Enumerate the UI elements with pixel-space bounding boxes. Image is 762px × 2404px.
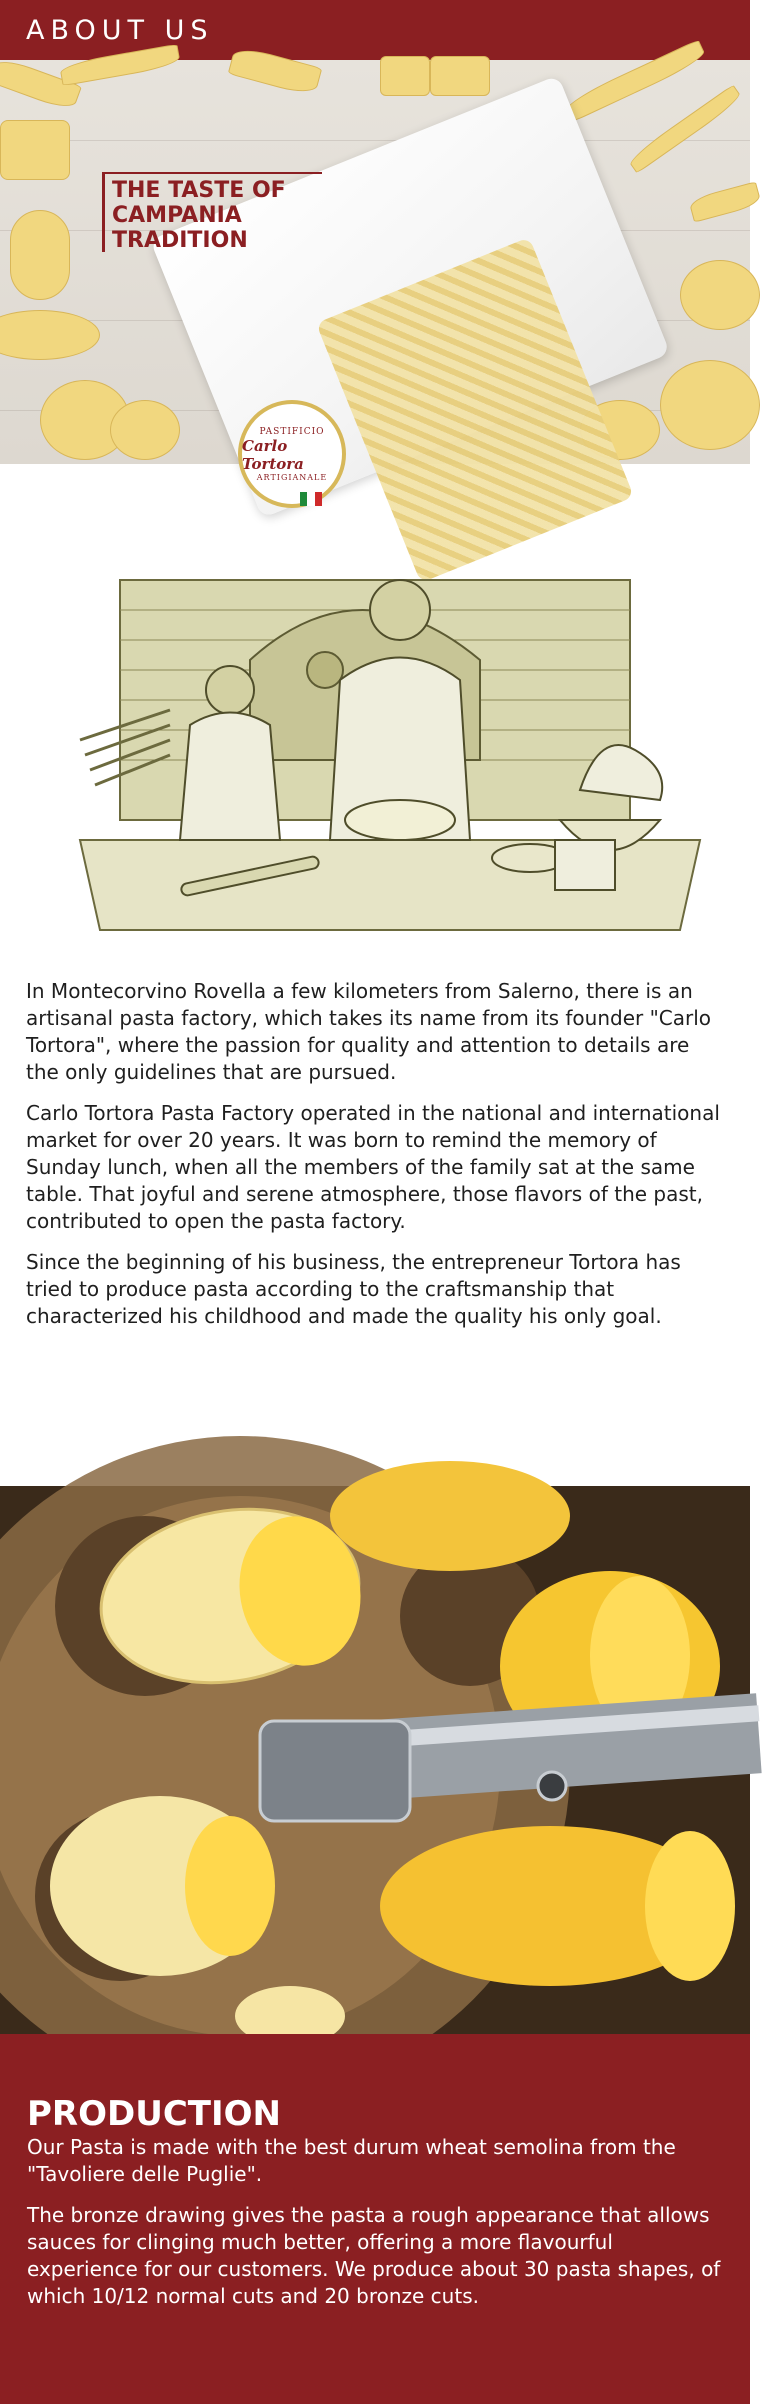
intro-paragraph: Carlo Tortora Pasta Factory operated in the national and international market for over 20 years. It was born to remind the memory of Sunday lunch, when all the members of the family sat at the same table. That joyful and serene atmosphere, those flavors of the past, contributed to open the pasta factory. xyxy=(26,1101,720,1233)
pasta-extrusion-photo xyxy=(0,1486,750,2034)
baking-family-illustration xyxy=(60,540,720,940)
pasta-tube-opening xyxy=(185,1816,275,1956)
logo-top-text: PASTIFICIO xyxy=(259,426,325,437)
pasta-piece xyxy=(430,56,490,96)
page-title: ABOUT US xyxy=(26,14,214,46)
brand-logo xyxy=(238,400,346,508)
intro-paragraph: Since the beginning of his business, the entrepreneur Tortora has tried to produce pasta according to the craftsmanship that characterized his childhood and made the quality his only goal. xyxy=(26,1250,681,1328)
intro-paragraph: In Montecorvino Rovella a few kilometers from Salerno, there is an artisanal pasta factory, which takes its name from its founder "Carlo Tortora", where the passion for quality and attention to details are the only guidelines that are pursued. xyxy=(26,979,712,1084)
rod-screw xyxy=(538,1772,566,1800)
dough xyxy=(345,800,455,840)
pasta-piece xyxy=(627,84,744,173)
pasta-piece xyxy=(680,260,760,330)
pasta-piece xyxy=(0,120,70,180)
child-head xyxy=(206,666,254,714)
logo-bottom-text: ARTIGIANALE xyxy=(256,472,328,482)
logo-brand-text: Carlo Tortora xyxy=(242,436,304,473)
child-body xyxy=(180,713,280,841)
hero-tagline: THE TASTE OF CAMPANIA TRADITION xyxy=(112,178,286,253)
pasta-tube xyxy=(330,1461,570,1571)
production-title: PRODUCTION xyxy=(27,2094,281,2134)
wood-plank-line xyxy=(0,140,750,141)
production-paragraph: Our Pasta is made with the best durum wheat semolina from the "Tavoliere delle Puglie". xyxy=(27,2135,676,2186)
rod-clamp xyxy=(260,1721,410,1821)
pasta-piece xyxy=(0,310,100,360)
pasta-piece xyxy=(110,400,180,460)
pasta-piece xyxy=(380,56,430,96)
pasta-piece xyxy=(688,181,762,222)
pasta-piece xyxy=(10,210,70,300)
pasta-piece xyxy=(660,360,760,450)
italian-flag-icon xyxy=(300,492,322,506)
production-text xyxy=(27,2134,727,2324)
pot xyxy=(555,840,615,890)
hero-banner xyxy=(0,60,750,482)
production-paragraph: The bronze drawing gives the pasta a rough appearance that allows sauces for clinging much better, offering a more flavourful experience for our customers. We produce about 30 pasta shapes, of which 10/12 normal cuts and 20 bronze cuts. xyxy=(27,2203,721,2308)
pasta-tube-opening xyxy=(645,1831,735,1981)
woman-head xyxy=(370,580,430,640)
page-header xyxy=(0,0,750,60)
oven-ornament xyxy=(307,652,343,688)
production-section xyxy=(0,2034,750,2404)
intro-text xyxy=(26,978,726,1344)
